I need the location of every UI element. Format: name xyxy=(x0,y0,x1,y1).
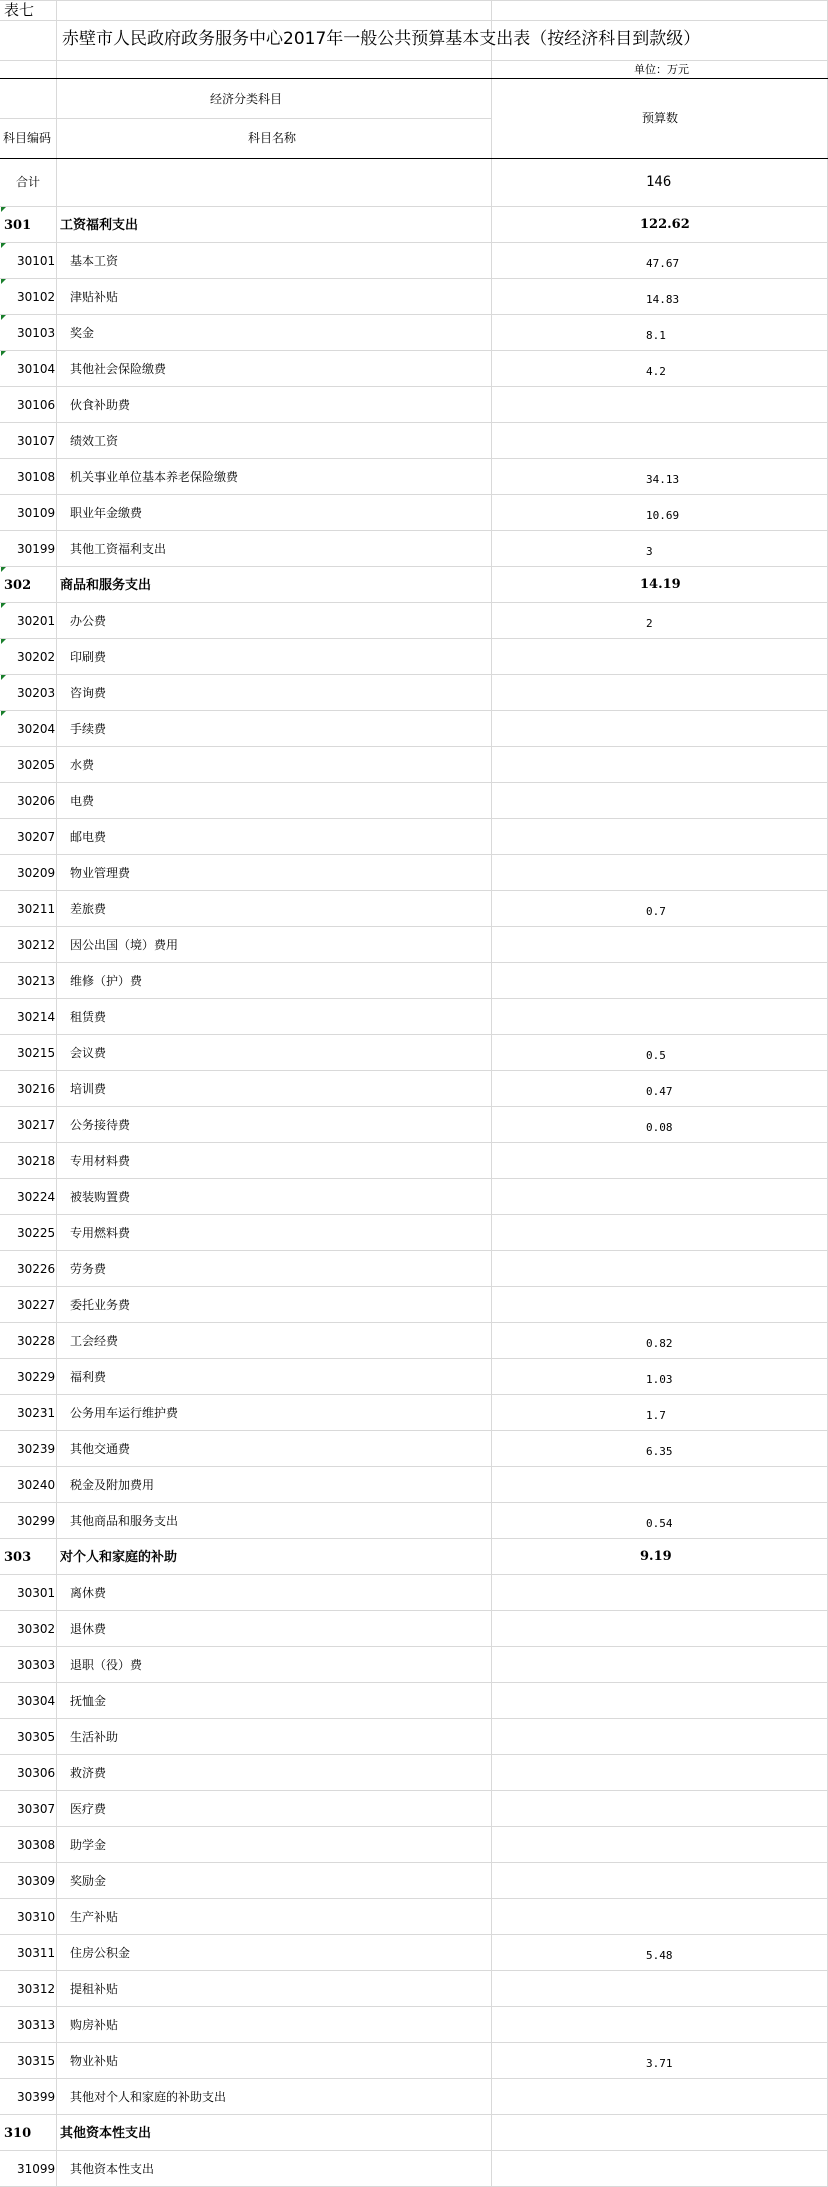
row-code: 30104 xyxy=(17,362,56,376)
grid-line xyxy=(0,1214,828,1215)
row-name: 工资福利支出 xyxy=(60,218,139,233)
row-code: 30103 xyxy=(17,326,56,340)
row-name: 提租补贴 xyxy=(70,1982,119,1996)
grid-line xyxy=(0,1826,828,1827)
grid-line xyxy=(0,78,828,79)
row-value: 122.62 xyxy=(640,217,690,232)
row-value: 4.2 xyxy=(646,365,666,378)
row-name: 物业管理费 xyxy=(70,866,131,880)
grid-line xyxy=(0,1250,828,1251)
grid-line xyxy=(0,1754,828,1755)
grid-line xyxy=(0,1646,828,1647)
grid-line xyxy=(0,2006,828,2007)
row-name: 绩效工资 xyxy=(70,434,119,448)
row-name: 专用材料费 xyxy=(70,1154,131,1168)
row-name: 职业年金缴费 xyxy=(70,506,143,520)
row-name: 福利费 xyxy=(70,1370,107,1384)
grid-line xyxy=(0,890,828,891)
grid-line xyxy=(0,206,828,207)
row-name: 水费 xyxy=(70,758,95,772)
row-name: 奖励金 xyxy=(70,1874,107,1888)
row-value: 9.19 xyxy=(640,1549,672,1564)
grid-line xyxy=(0,1610,828,1611)
cell-marker-icon xyxy=(1,315,6,320)
grid-line xyxy=(0,1718,828,1719)
row-code: 30240 xyxy=(17,1478,56,1492)
row-name: 购房补贴 xyxy=(70,2018,119,2032)
table-label: 表七 xyxy=(4,1,35,19)
row-code: 30205 xyxy=(17,758,56,772)
grid-line xyxy=(0,1970,828,1971)
row-code: 30209 xyxy=(17,866,56,880)
grid-line xyxy=(0,1178,828,1179)
row-code: 30201 xyxy=(17,614,56,628)
row-name: 咨询费 xyxy=(70,686,107,700)
grid-line xyxy=(0,314,828,315)
row-name: 公务接待费 xyxy=(70,1118,131,1132)
grid-line xyxy=(0,710,828,711)
row-value: 0.82 xyxy=(646,1337,673,1350)
row-name: 委托业务费 xyxy=(70,1298,131,1312)
grid-line xyxy=(0,638,828,639)
row-code: 30199 xyxy=(17,542,56,556)
grid-line xyxy=(491,0,492,2187)
header-budget: 预算数 xyxy=(642,111,679,125)
row-code: 30203 xyxy=(17,686,56,700)
row-name: 退休费 xyxy=(70,1622,107,1636)
grid-line xyxy=(56,0,57,2187)
row-value: 6.35 xyxy=(646,1445,673,1458)
row-code: 30306 xyxy=(17,1766,56,1780)
row-code: 30231 xyxy=(17,1406,56,1420)
grid-line xyxy=(0,1538,828,1539)
row-value: 5.48 xyxy=(646,1949,673,1962)
cell-marker-icon xyxy=(1,567,6,572)
row-name: 邮电费 xyxy=(70,830,107,844)
row-code: 30225 xyxy=(17,1226,56,1240)
row-name: 生产补贴 xyxy=(70,1910,119,1924)
row-value: 47.67 xyxy=(646,257,680,270)
row-code: 30206 xyxy=(17,794,56,808)
row-name: 商品和服务支出 xyxy=(60,578,152,593)
grid-line xyxy=(0,1430,828,1431)
row-name: 维修（护）费 xyxy=(70,974,143,988)
row-code: 30313 xyxy=(17,2018,56,2032)
row-code: 310 xyxy=(4,2126,32,2141)
row-code: 30216 xyxy=(17,1082,56,1096)
grid-line xyxy=(0,158,828,159)
row-code: 30217 xyxy=(17,1118,56,1132)
row-value: 0.54 xyxy=(646,1517,673,1530)
unit-label: 单位：万元 xyxy=(634,63,689,76)
grid-line xyxy=(0,1358,828,1359)
grid-line xyxy=(0,118,491,119)
row-code: 30228 xyxy=(17,1334,56,1348)
cell-marker-icon xyxy=(1,243,6,248)
grid-line xyxy=(0,1070,828,1071)
row-code: 30301 xyxy=(17,1586,56,1600)
grid-line xyxy=(0,566,828,567)
grid-line xyxy=(0,818,828,819)
row-name: 离休费 xyxy=(70,1586,107,1600)
row-value: 0.7 xyxy=(646,905,666,918)
grid-line xyxy=(0,746,828,747)
row-name: 办公费 xyxy=(70,614,107,628)
row-name: 会议费 xyxy=(70,1046,107,1060)
grid-line xyxy=(0,530,828,531)
row-name: 其他对个人和家庭的补助支出 xyxy=(70,2090,227,2104)
row-value: 8.1 xyxy=(646,329,666,342)
row-code: 30308 xyxy=(17,1838,56,1852)
grid-line xyxy=(0,1790,828,1791)
header-name: 科目名称 xyxy=(248,131,297,145)
row-name: 医疗费 xyxy=(70,1802,107,1816)
cell-marker-icon xyxy=(1,207,6,212)
row-code: 30312 xyxy=(17,1982,56,1996)
grid-line xyxy=(0,0,828,1)
row-name: 培训费 xyxy=(70,1082,107,1096)
cell-marker-icon xyxy=(1,675,6,680)
row-code: 30226 xyxy=(17,1262,56,1276)
row-code: 30211 xyxy=(17,902,56,916)
row-code: 30218 xyxy=(17,1154,56,1168)
row-name: 因公出国（境）费用 xyxy=(70,938,179,952)
row-name: 工会经费 xyxy=(70,1334,119,1348)
row-code: 30305 xyxy=(17,1730,56,1744)
cell-marker-icon xyxy=(1,639,6,644)
grid-line xyxy=(0,20,828,21)
cell-marker-icon xyxy=(1,711,6,716)
header-code: 科目编码 xyxy=(3,131,52,145)
row-name: 其他资本性支出 xyxy=(70,2162,155,2176)
row-code: 30239 xyxy=(17,1442,56,1456)
page-title: 赤壁市人民政府政务服务中心2017年一般公共预算基本支出表（按经济科目到款级） xyxy=(62,29,701,49)
row-name: 其他商品和服务支出 xyxy=(70,1514,179,1528)
row-value: 34.13 xyxy=(646,473,680,486)
row-name: 税金及附加费用 xyxy=(70,1478,155,1492)
row-code: 30101 xyxy=(17,254,56,268)
row-value: 1.7 xyxy=(646,1409,666,1422)
grid-line xyxy=(0,602,828,603)
row-code: 30299 xyxy=(17,1514,56,1528)
row-name: 奖金 xyxy=(70,326,95,340)
row-name: 差旅费 xyxy=(70,902,107,916)
row-name: 物业补贴 xyxy=(70,2054,119,2068)
row-name: 其他工资福利支出 xyxy=(70,542,167,556)
grid-line xyxy=(0,1862,828,1863)
row-value: 10.69 xyxy=(646,509,680,522)
row-name: 手续费 xyxy=(70,722,107,736)
row-name: 机关事业单位基本养老保险缴费 xyxy=(70,470,239,484)
row-name: 对个人和家庭的补助 xyxy=(60,1550,178,1565)
grid-line xyxy=(0,422,828,423)
grid-line xyxy=(0,1898,828,1899)
row-code: 30399 xyxy=(17,2090,56,2104)
row-name: 其他交通费 xyxy=(70,1442,131,1456)
row-name: 印刷费 xyxy=(70,650,107,664)
row-code: 30106 xyxy=(17,398,56,412)
grid-line xyxy=(0,998,828,999)
row-code: 30304 xyxy=(17,1694,56,1708)
row-code: 302 xyxy=(4,578,32,593)
row-code: 30108 xyxy=(17,470,56,484)
row-value: 1.03 xyxy=(646,1373,673,1386)
row-name: 助学金 xyxy=(70,1838,107,1852)
row-name: 退职（役）费 xyxy=(70,1658,143,1672)
row-value: 3.71 xyxy=(646,2057,673,2070)
row-name: 其他资本性支出 xyxy=(60,2126,152,2141)
cell-marker-icon xyxy=(1,279,6,284)
grid-line xyxy=(0,2150,828,2151)
grid-line xyxy=(0,1574,828,1575)
grid-line xyxy=(0,1034,828,1035)
row-name: 其他社会保险缴费 xyxy=(70,362,167,376)
grid-line xyxy=(0,2078,828,2079)
grid-line xyxy=(0,494,828,495)
grid-line xyxy=(0,242,828,243)
grid-line xyxy=(0,1394,828,1395)
grid-line xyxy=(0,1466,828,1467)
row-code: 30307 xyxy=(17,1802,56,1816)
row-code: 30215 xyxy=(17,1046,56,1060)
row-code: 30107 xyxy=(17,434,56,448)
row-value: 0.08 xyxy=(646,1121,673,1134)
row-code: 30302 xyxy=(17,1622,56,1636)
row-code: 301 xyxy=(4,218,32,233)
row-name: 专用燃料费 xyxy=(70,1226,131,1240)
grid-line xyxy=(0,1502,828,1503)
row-code: 303 xyxy=(4,1550,32,1565)
row-name: 救济费 xyxy=(70,1766,107,1780)
grid-line xyxy=(0,962,828,963)
row-code: 30315 xyxy=(17,2054,56,2068)
row-name: 劳务费 xyxy=(70,1262,107,1276)
row-name: 基本工资 xyxy=(70,254,119,268)
row-name: 电费 xyxy=(70,794,95,808)
row-name: 抚恤金 xyxy=(70,1694,107,1708)
row-name: 公务用车运行维护费 xyxy=(70,1406,179,1420)
grid-line xyxy=(0,1106,828,1107)
cell-marker-icon xyxy=(1,351,6,356)
total-value: 146 xyxy=(646,174,672,190)
grid-line xyxy=(0,674,828,675)
row-code: 30204 xyxy=(17,722,56,736)
grid-line xyxy=(0,458,828,459)
row-value: 14.83 xyxy=(646,293,680,306)
grid-line xyxy=(0,926,828,927)
grid-line xyxy=(0,278,828,279)
row-name: 被装购置费 xyxy=(70,1190,131,1204)
row-value: 3 xyxy=(646,545,653,558)
row-code: 30109 xyxy=(17,506,56,520)
row-code: 31099 xyxy=(17,2162,56,2176)
row-name: 津贴补贴 xyxy=(70,290,119,304)
row-name: 生活补助 xyxy=(70,1730,119,1744)
grid-line xyxy=(0,1142,828,1143)
row-value: 14.19 xyxy=(640,577,681,592)
row-value: 2 xyxy=(646,617,653,630)
grid-line xyxy=(0,386,828,387)
row-code: 30102 xyxy=(17,290,56,304)
row-name: 伙食补助费 xyxy=(70,398,131,412)
grid-line xyxy=(0,782,828,783)
grid-line xyxy=(0,1322,828,1323)
row-code: 30202 xyxy=(17,650,56,664)
grid-line xyxy=(0,1286,828,1287)
cell-marker-icon xyxy=(1,603,6,608)
grid-line xyxy=(0,1682,828,1683)
grid-line xyxy=(0,854,828,855)
row-code: 30310 xyxy=(17,1910,56,1924)
row-code: 30309 xyxy=(17,1874,56,1888)
grid-line xyxy=(0,2114,828,2115)
row-code: 30212 xyxy=(17,938,56,952)
row-value: 0.47 xyxy=(646,1085,673,1098)
row-name: 住房公积金 xyxy=(70,1946,131,1960)
header-group: 经济分类科目 xyxy=(210,92,283,106)
row-code: 30229 xyxy=(17,1370,56,1384)
row-code: 30214 xyxy=(17,1010,56,1024)
row-code: 30227 xyxy=(17,1298,56,1312)
row-code: 30303 xyxy=(17,1658,56,1672)
row-value: 0.5 xyxy=(646,1049,666,1062)
grid-line xyxy=(0,2042,828,2043)
grid-line xyxy=(0,1934,828,1935)
row-code: 30311 xyxy=(17,1946,56,1960)
row-code: 30213 xyxy=(17,974,56,988)
row-name: 租赁费 xyxy=(70,1010,107,1024)
row-code: 30207 xyxy=(17,830,56,844)
total-label: 合计 xyxy=(16,175,41,189)
row-code: 30224 xyxy=(17,1190,56,1204)
grid-line xyxy=(0,60,828,61)
grid-line xyxy=(0,350,828,351)
